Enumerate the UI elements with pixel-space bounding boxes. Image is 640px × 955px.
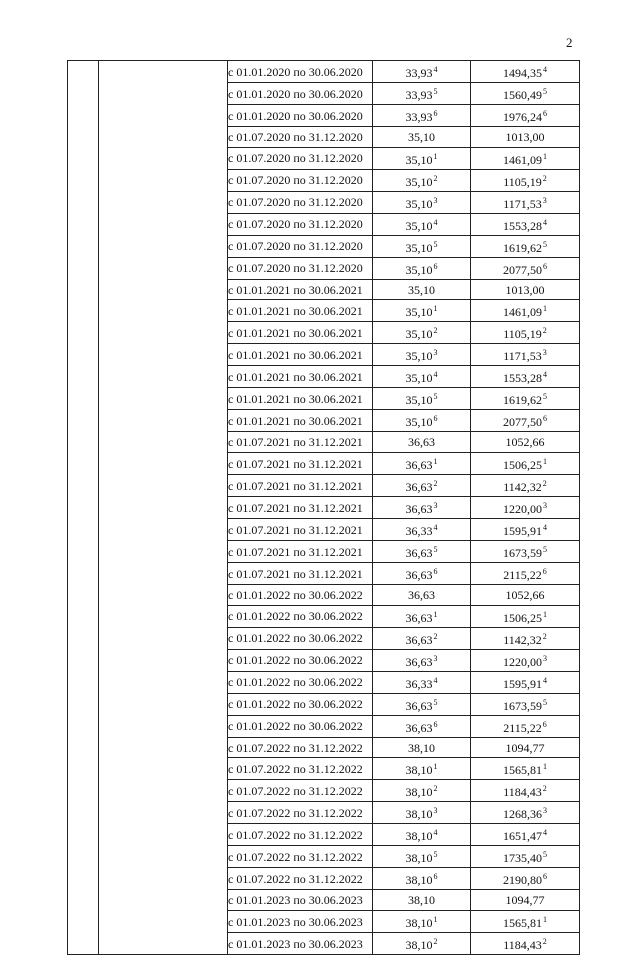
footnote-marker: 1 [543,609,547,619]
rate-cell [373,868,471,890]
period-cell: с 01.01.2022 по 30.06.2022 [228,715,373,737]
rate-cell-value: 36,33 [405,676,433,691]
rate-cell [373,366,471,388]
footnote-marker: 5 [433,697,438,707]
amount-cell-value: 1220,00 [503,654,542,669]
amount-cell [471,83,580,105]
rate-cell-value: 35,10 [408,282,435,297]
rate-cell-value: 35,10 [405,152,433,167]
period-cell: с 01.07.2021 по 31.12.2021 [228,563,373,585]
footnote-marker: 5 [543,239,547,249]
rate-cell-value: 38,10 [408,893,435,908]
period-cell: с 01.07.2021 по 31.12.2021 [228,497,373,519]
footnote-marker: 6 [433,567,438,577]
rate-cell-value: 36,63 [408,587,435,602]
period-cell: с 01.07.2022 по 31.12.2022 [228,780,373,802]
footnote-marker: 3 [542,348,547,358]
footnote-marker: 3 [543,653,547,663]
rate-cell-value: 38,10 [405,829,433,844]
amount-cell-value: 1013,00 [505,129,545,144]
amount-cell [471,671,580,693]
period-cell: с 01.01.2022 по 30.06.2022 [228,693,373,715]
footnote-marker: 6 [433,872,438,882]
period-cell: с 01.07.2022 по 31.12.2022 [228,758,373,780]
amount-cell [471,890,580,911]
rate-cell [373,344,471,366]
amount-cell-value: 1142,32 [503,480,542,495]
amount-cell-value: 1976,24 [503,110,542,124]
rate-cell [373,410,471,432]
rate-cell [373,147,471,169]
amount-cell [471,933,580,955]
amount-cell-value: 1619,62 [503,393,542,408]
amount-cell [471,911,580,933]
footnote-marker: 6 [543,872,547,882]
footnote-marker: 2 [433,326,438,336]
period-cell: с 01.07.2022 по 31.12.2022 [228,868,373,890]
footnote-marker: 2 [542,937,547,947]
rate-cell [373,279,471,300]
amount-cell [471,453,580,475]
amount-cell-value: 1506,25 [503,458,542,473]
footnote-marker: 3 [433,348,438,358]
footnote-marker: 4 [543,523,547,533]
amount-cell-value: 1651,47 [503,829,542,844]
footnote-marker: 3 [433,501,438,511]
amount-cell-value: 1735,40 [503,851,542,866]
rate-cell-value: 36,63 [405,698,433,713]
amount-cell [471,279,580,300]
table-row [68,61,580,83]
period-cell: с 01.01.2021 по 30.06.2021 [228,366,373,388]
amount-cell [471,147,580,169]
amount-cell [471,693,580,715]
amount-cell [471,61,580,83]
amount-cell-value: 1565,81 [503,916,542,931]
amount-cell [471,780,580,802]
period-cell: с 01.01.2021 по 30.06.2021 [228,388,373,410]
period-cell: с 01.07.2020 по 31.12.2020 [228,191,373,213]
footnote-marker: 2 [542,326,547,336]
rate-cell-value: 36,63 [405,720,433,735]
blank-column-1 [68,61,99,955]
footnote-marker: 2 [542,784,547,794]
rate-cell [373,322,471,344]
footnote-marker: 1 [433,457,438,467]
footnote-marker: 3 [433,195,438,205]
rate-cell-value: 35,10 [405,240,433,255]
footnote-marker: 5 [433,850,438,860]
period-cell: с 01.01.2021 по 30.06.2021 [228,279,373,300]
amount-cell-value: 1553,28 [503,218,542,233]
footnote-marker: 6 [433,719,438,729]
rate-cell-value: 35,10 [405,327,433,342]
rate-cell [373,191,471,213]
rate-cell [373,519,471,541]
amount-cell [471,475,580,497]
footnote-marker: 4 [433,217,438,227]
rate-cell-value: 35,10 [405,371,433,386]
rate-cell [373,627,471,649]
amount-cell-value: 1553,28 [503,371,542,386]
rate-cell-value: 35,10 [405,415,433,430]
rate-cell [373,693,471,715]
footnote-marker: 4 [433,523,438,533]
footnote-marker: 3 [433,653,438,663]
amount-cell-value: 1565,81 [503,763,542,778]
amount-cell [471,585,580,606]
period-cell: с 01.07.2022 по 31.12.2022 [228,824,373,846]
amount-cell [471,497,580,519]
amount-cell-value: 1105,19 [503,174,542,189]
rate-cell [373,802,471,824]
rate-cell [373,824,471,846]
period-cell: с 01.07.2021 по 31.12.2021 [228,541,373,563]
period-cell: с 01.01.2021 по 30.06.2021 [228,410,373,432]
rate-cell-value: 36,63 [405,458,433,473]
footnote-marker: 2 [433,479,438,489]
period-cell: с 01.01.2020 по 30.06.2020 [228,61,373,83]
amount-cell [471,235,580,257]
footnote-marker: 2 [433,937,438,947]
rate-cell [373,127,471,148]
rate-cell [373,890,471,911]
amount-cell-value: 1595,91 [503,524,542,539]
footnote-marker: 3 [433,806,438,816]
period-cell: с 01.01.2021 по 30.06.2021 [228,344,373,366]
amount-cell-value: 1171,53 [503,196,542,211]
period-cell: с 01.07.2021 по 31.12.2021 [228,519,373,541]
footnote-marker: 5 [543,697,547,707]
footnote-marker: 5 [433,545,438,555]
rate-cell-value: 35,10 [408,129,435,144]
period-cell: с 01.07.2021 по 31.12.2021 [228,475,373,497]
footnote-marker: 4 [543,828,547,838]
amount-cell-value: 1094,77 [505,893,545,908]
period-cell: с 01.07.2020 по 31.12.2020 [228,169,373,191]
amount-cell-value: 1461,09 [503,152,542,167]
period-cell: с 01.01.2022 по 30.06.2022 [228,585,373,606]
amount-cell-value: 1105,19 [503,327,542,342]
rate-cell-value: 35,10 [405,349,433,364]
amount-cell [471,541,580,563]
amount-cell-value: 1142,32 [503,632,542,647]
amount-cell-value: 1052,66 [505,587,545,602]
footnote-marker: 2 [542,631,547,641]
amount-cell-value: 1268,36 [503,807,542,822]
footnote-marker: 2 [433,631,438,641]
footnote-marker: 2 [542,479,547,489]
period-cell: с 01.07.2022 по 31.12.2022 [228,846,373,868]
footnote-marker: 5 [543,392,547,402]
period-cell: с 01.07.2020 по 31.12.2020 [228,127,373,148]
period-cell: с 01.01.2021 по 30.06.2021 [228,300,373,322]
period-cell: с 01.01.2022 по 30.06.2022 [228,671,373,693]
period-cell: с 01.07.2021 по 31.12.2021 [228,453,373,475]
amount-cell [471,605,580,627]
rate-cell [373,780,471,802]
rate-cell [373,497,471,519]
rate-cell [373,563,471,585]
amount-cell [471,410,580,432]
footnote-marker: 5 [543,87,547,96]
rate-cell-value: 38,10 [405,763,433,778]
amount-cell-value: 1619,62 [503,240,542,255]
period-cell: с 01.07.2020 по 31.12.2020 [228,235,373,257]
period-cell: с 01.07.2020 по 31.12.2020 [228,147,373,169]
blank-column-2 [99,61,228,955]
rate-cell [373,541,471,563]
rate-cell-value: 36,63 [405,502,433,517]
amount-cell-value: 2190,80 [503,873,542,888]
amount-cell [471,213,580,235]
amount-cell [471,388,580,410]
amount-cell-value: 2115,22 [503,568,542,583]
amount-cell [471,344,580,366]
amount-cell [471,432,580,453]
amount-cell-value: 1013,00 [505,282,545,297]
period-cell: с 01.07.2020 по 31.12.2020 [228,257,373,279]
amount-cell [471,715,580,737]
rate-cell [373,300,471,322]
amount-cell [471,737,580,758]
amount-cell-value: 1052,66 [505,435,545,450]
rate-cell-value: 35,10 [405,218,433,233]
period-cell: с 01.01.2022 по 30.06.2022 [228,605,373,627]
footnote-marker: 1 [433,609,438,619]
page-number: 2 [566,35,573,50]
footnote-marker: 1 [433,304,438,314]
amount-cell-value: 1560,49 [503,88,542,102]
period-cell: с 01.07.2020 по 31.12.2020 [228,213,373,235]
amount-cell-value: 2115,22 [503,720,542,735]
amount-cell [471,846,580,868]
amount-cell [471,300,580,322]
rate-cell-value: 35,10 [405,305,433,320]
footnote-marker: 2 [433,173,438,183]
rate-cell-value: 35,10 [405,196,433,211]
rate-cell [373,432,471,453]
amount-cell [471,868,580,890]
amount-cell-value: 1171,53 [503,349,542,364]
amount-cell [471,105,580,127]
rate-cell-value: 38,10 [405,873,433,888]
rate-cell [373,475,471,497]
rate-cell-value: 36,63 [405,632,433,647]
rate-cell [373,649,471,671]
period-cell: с 01.01.2020 по 30.06.2020 [228,83,373,105]
rate-cell-value: 36,63 [408,435,435,450]
footnote-marker: 1 [543,762,547,772]
rate-cell [373,737,471,758]
period-cell: с 01.01.2023 по 30.06.2023 [228,911,373,933]
rate-cell-value: 33,93 [405,110,433,124]
rate-cell [373,388,471,410]
amount-cell [471,257,580,279]
footnote-marker: 5 [543,850,547,860]
footnote-marker: 6 [542,719,547,729]
rate-cell-value: 36,63 [405,610,433,625]
footnote-marker: 6 [543,414,547,424]
footnote-marker: 4 [433,828,438,838]
tariff-table [67,60,580,955]
rate-cell [373,911,471,933]
amount-cell-value: 1494,35 [503,66,542,80]
rate-cell [373,213,471,235]
amount-cell-value: 1184,43 [503,938,542,953]
rate-cell-value: 36,63 [405,654,433,669]
amount-cell-value: 1220,00 [503,502,542,517]
footnote-marker: 2 [433,784,438,794]
footnote-marker: 4 [433,65,438,74]
amount-cell-value: 2077,50 [503,415,542,430]
period-cell: с 01.01.2023 по 30.06.2023 [228,890,373,911]
amount-cell [471,758,580,780]
footnote-marker: 1 [543,304,547,314]
footnote-marker: 3 [543,806,547,816]
rate-cell-value: 38,10 [405,938,433,953]
rate-cell [373,105,471,127]
rate-cell-value: 36,63 [405,568,433,583]
rate-cell [373,585,471,606]
amount-cell [471,802,580,824]
footnote-marker: 4 [543,65,547,74]
amount-cell-value: 2077,50 [503,262,542,277]
footnote-marker: 5 [433,239,438,249]
amount-cell [471,191,580,213]
rate-cell-value: 35,10 [405,174,433,189]
rate-cell-value: 38,10 [405,785,433,800]
amount-cell [471,627,580,649]
rate-cell-value: 33,93 [405,88,433,102]
rate-cell-value: 38,10 [408,740,435,755]
period-cell: с 01.07.2022 по 31.12.2022 [228,802,373,824]
footnote-marker: 4 [433,675,438,685]
footnote-marker: 5 [543,545,547,555]
footnote-marker: 6 [433,261,438,271]
tariff-table-body [68,61,580,955]
rate-cell [373,453,471,475]
period-cell: с 01.01.2022 по 30.06.2022 [228,627,373,649]
period-cell: с 01.01.2020 по 30.06.2020 [228,105,373,127]
footnote-marker: 2 [542,173,547,183]
amount-cell [471,322,580,344]
amount-cell-value: 1461,09 [503,305,542,320]
footnote-marker: 4 [543,370,547,380]
amount-cell-value: 1673,59 [503,546,542,561]
footnote-marker: 6 [543,109,547,118]
footnote-marker: 5 [433,392,438,402]
rate-cell [373,169,471,191]
footnote-marker: 4 [433,370,438,380]
amount-cell [471,649,580,671]
period-cell: с 01.07.2022 по 31.12.2022 [228,737,373,758]
footnote-marker: 6 [542,567,547,577]
rate-cell-value: 35,10 [405,393,433,408]
footnote-marker: 6 [433,109,438,118]
amount-cell [471,824,580,846]
amount-cell [471,127,580,148]
rate-cell [373,758,471,780]
rate-cell [373,235,471,257]
footnote-marker: 1 [433,915,438,925]
rate-cell [373,605,471,627]
amount-cell [471,519,580,541]
rate-cell [373,257,471,279]
period-cell: с 01.01.2022 по 30.06.2022 [228,649,373,671]
rate-cell-value: 38,10 [405,851,433,866]
rate-cell-value: 38,10 [405,807,433,822]
footnote-marker: 4 [543,675,547,685]
rate-cell-value: 33,93 [405,66,433,80]
footnote-marker: 1 [543,915,547,925]
period-cell: с 01.07.2021 по 31.12.2021 [228,432,373,453]
amount-cell-value: 1595,91 [503,676,542,691]
amount-cell [471,366,580,388]
rate-cell [373,61,471,83]
rate-cell-value: 35,10 [405,262,433,277]
period-cell: с 01.01.2021 по 30.06.2021 [228,322,373,344]
footnote-marker: 3 [542,195,547,205]
amount-cell [471,563,580,585]
rate-cell [373,846,471,868]
amount-cell-value: 1673,59 [503,698,542,713]
rate-cell [373,83,471,105]
rate-cell-value: 36,63 [405,480,433,495]
rate-cell-value: 36,33 [405,524,433,539]
footnote-marker: 1 [433,151,438,161]
footnote-marker: 5 [433,87,438,96]
period-cell: с 01.01.2023 по 30.06.2023 [228,933,373,955]
rate-cell [373,671,471,693]
rate-cell [373,715,471,737]
footnote-marker: 6 [433,414,438,424]
amount-cell-value: 1094,77 [505,740,545,755]
amount-cell [471,169,580,191]
footnote-marker: 1 [433,762,438,772]
rate-cell [373,933,471,955]
footnote-marker: 3 [543,501,547,511]
amount-cell-value: 1184,43 [503,785,542,800]
footnote-marker: 1 [543,457,547,467]
footnote-marker: 4 [543,217,547,227]
rate-cell-value: 36,63 [405,546,433,561]
footnote-marker: 6 [543,261,547,271]
footnote-marker: 1 [543,151,547,161]
amount-cell-value: 1506,25 [503,610,542,625]
rate-cell-value: 38,10 [405,916,433,931]
